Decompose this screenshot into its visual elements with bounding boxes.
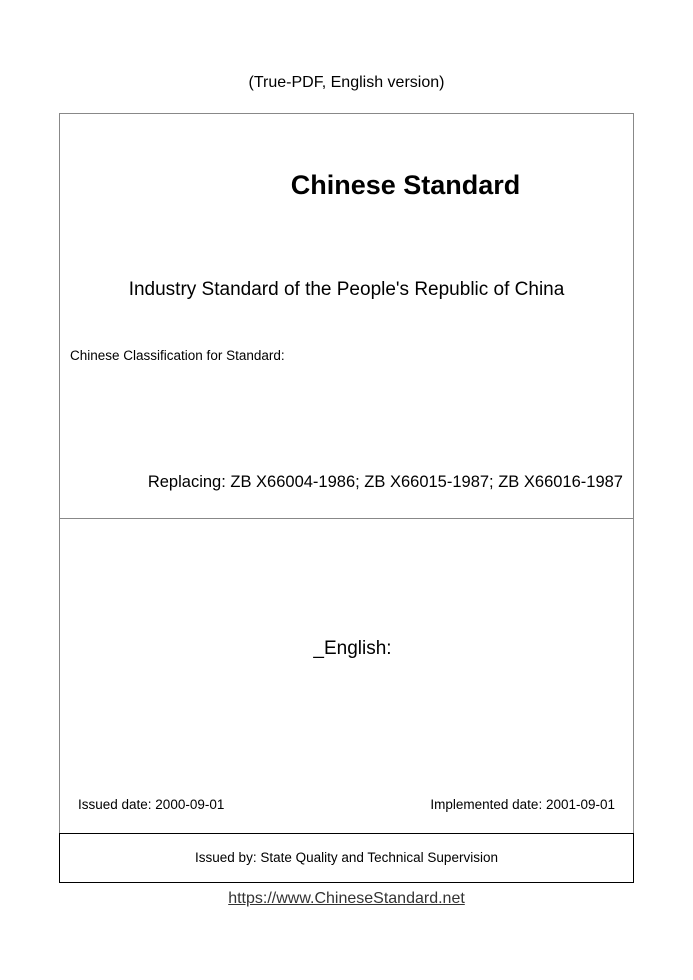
- industry-standard-line: Industry Standard of the People's Republic of China: [128, 279, 565, 300]
- website-link[interactable]: https://www.ChineseStandard.net: [228, 890, 465, 907]
- classification-label: Chinese Classification for Standard:: [70, 348, 285, 363]
- issued-date: Issued date: 2000-09-01: [78, 797, 225, 812]
- replacing-line: Replacing: ZB X66004-1986; ZB X66015-1987; ZB X66016-1987: [147, 473, 623, 491]
- issuer-box: [59, 833, 634, 883]
- version-note: (True-PDF, English version): [248, 74, 445, 91]
- document-title: Chinese Standard: [290, 170, 521, 200]
- cover-title-box: [59, 518, 634, 834]
- issued-by-line: Issued by: State Quality and Technical Supervision: [195, 850, 498, 865]
- implemented-date: Implemented date: 2001-09-01: [430, 797, 615, 812]
- english-title-label: _English:: [313, 638, 392, 659]
- cover-header-box: [59, 113, 634, 519]
